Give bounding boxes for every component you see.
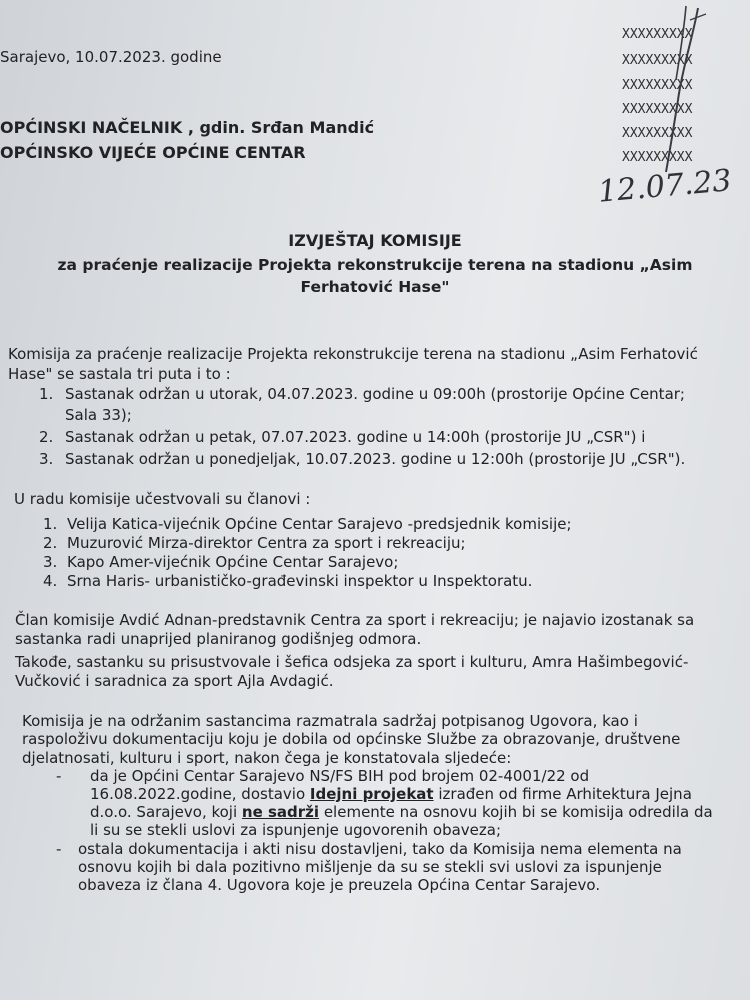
recipient-mayor: OPĆINSKI NAČELNIK , gdin. Srđan Mandić — [0, 118, 375, 137]
finding-1-line3 — [90, 803, 713, 821]
list-item: Sala 33); — [65, 406, 132, 424]
list-number: 1. — [43, 515, 58, 533]
bullet-dash: - — [56, 840, 62, 858]
intro-line1: Komisija za praćenje realizacije Projekta rekonstrukcije terena na stadionu „Asim Ferhatović — [8, 345, 698, 363]
list-item: Velija Katica-vijećnik Općine Centar Sarajevo -predsjednik komisije; — [67, 515, 572, 533]
list-item: Muzurović Mirza-direktor Centra za sport i rekreaciju; — [67, 534, 466, 552]
text-span: izrađen od firme Arhitektura Jejna — [433, 785, 692, 803]
list-item: Sastanak održan u ponedjeljak, 10.07.2023. godine u 12:00h (prostorije JU „CSR"). — [65, 450, 686, 468]
list-item: Sastanak održan u utorak, 04.07.2023. godine u 09:00h (prostorije Općine Centar; — [65, 385, 685, 403]
date-line: Sarajevo, 10.07.2023. godine — [0, 48, 222, 66]
emphasis-idejni-projekat: Idejni projekat — [309, 785, 434, 803]
review-line2: raspoloživu dokumentaciju koju je dobila od općinske Službe za obrazovanje, društvene — [22, 730, 681, 748]
intro-line2: Hase" se sastala tri puta i to : — [8, 365, 231, 383]
redacted-line: XXXXXXXXX — [622, 53, 693, 68]
list-number: 1. — [39, 385, 54, 403]
attendees-line2: Vučković i saradnica za sport Ajla Avdagić. — [15, 672, 334, 690]
finding-1-line1: da je Općini Centar Sarajevo NS/FS BIH pod brojem 02-4001/22 od — [90, 767, 590, 785]
redacted-line: XXXXXXXXX — [622, 102, 693, 117]
list-number: 2. — [43, 534, 58, 552]
report-title: IZVJEŠTAJ KOMISIJE — [288, 231, 462, 250]
redacted-line: XXXXXXXXX — [622, 27, 693, 42]
list-item: Srna Haris- urbanističko-građevinski inspektor u Inspektoratu. — [67, 572, 533, 590]
finding-2-line1: ostala dokumentacija i akti nisu dostavljeni, tako da Komisija nema elementa na — [78, 840, 682, 858]
redacted-line: XXXXXXXXX — [622, 150, 693, 165]
finding-1-line4: li su se stekli uslovi za ispunjenje ugovorenih obaveza; — [90, 821, 502, 839]
finding-2-line3: obaveza iz člana 4. Ugovora koje je preuzela Općina Centar Sarajevo. — [78, 876, 601, 894]
list-number: 3. — [39, 450, 54, 468]
absence-line1: Član komisije Avdić Adnan-predstavnik Centra za sport i rekreaciju; je najavio izostanak sa — [15, 611, 695, 629]
review-line3: djelatnosati, kulturu i sport, nakon čega je konstatovala sljedeće: — [22, 749, 512, 767]
list-number: 3. — [43, 553, 58, 571]
attendees-line1: Takođe, sastanku su prisustvovale i šefica odsjeka za sport i kulturu, Amra Hašimbegović- — [15, 653, 689, 671]
bullet-dash: - — [56, 767, 62, 785]
list-number: 2. — [39, 428, 54, 446]
text-span: elemente na osnovu kojih bi se komisija odredila da — [319, 803, 713, 821]
recipient-council: OPĆINSKO VIJEĆE OPĆINE CENTAR — [0, 143, 306, 162]
redacted-line: XXXXXXXXX — [622, 126, 693, 141]
absence-line2: sastanka radi unaprijed planiranog godišnjeg odmora. — [15, 630, 422, 648]
handwritten-strike-mark — [640, 0, 710, 180]
list-item: Kapo Amer-vijećnik Općine Centar Sarajevo; — [67, 553, 399, 571]
review-line1: Komisija je na održanim sastancima razmatrala sadržaj potpisanog Ugovora, kao i — [22, 712, 638, 730]
report-subtitle-line1: za praćenje realizacije Projekta rekonstrukcije terena na stadionu „Asim — [57, 256, 693, 274]
finding-1-line2 — [90, 785, 692, 803]
finding-2-line2: osnovu kojih bi dala pozitivno mišljenje da su se stekli svi uslovi za ispunjenje — [78, 858, 662, 876]
text-span: d.o.o. Sarajevo, koji — [90, 803, 242, 821]
handwritten-date: 12.07.23 — [596, 163, 733, 210]
list-number: 4. — [43, 572, 58, 590]
emphasis-ne-sadrzi: ne sadrži — [241, 803, 320, 821]
text-span: 16.08.2022.godine, dostavio — [90, 785, 310, 803]
redacted-line: XXXXXXXXX — [622, 78, 693, 93]
members-intro: U radu komisije učestvovali su članovi : — [14, 490, 311, 508]
report-subtitle-line2: Ferhatović Hase" — [300, 278, 450, 296]
list-item: Sastanak održan u petak, 07.07.2023. godine u 14:00h (prostorije JU „CSR") i — [65, 428, 646, 446]
